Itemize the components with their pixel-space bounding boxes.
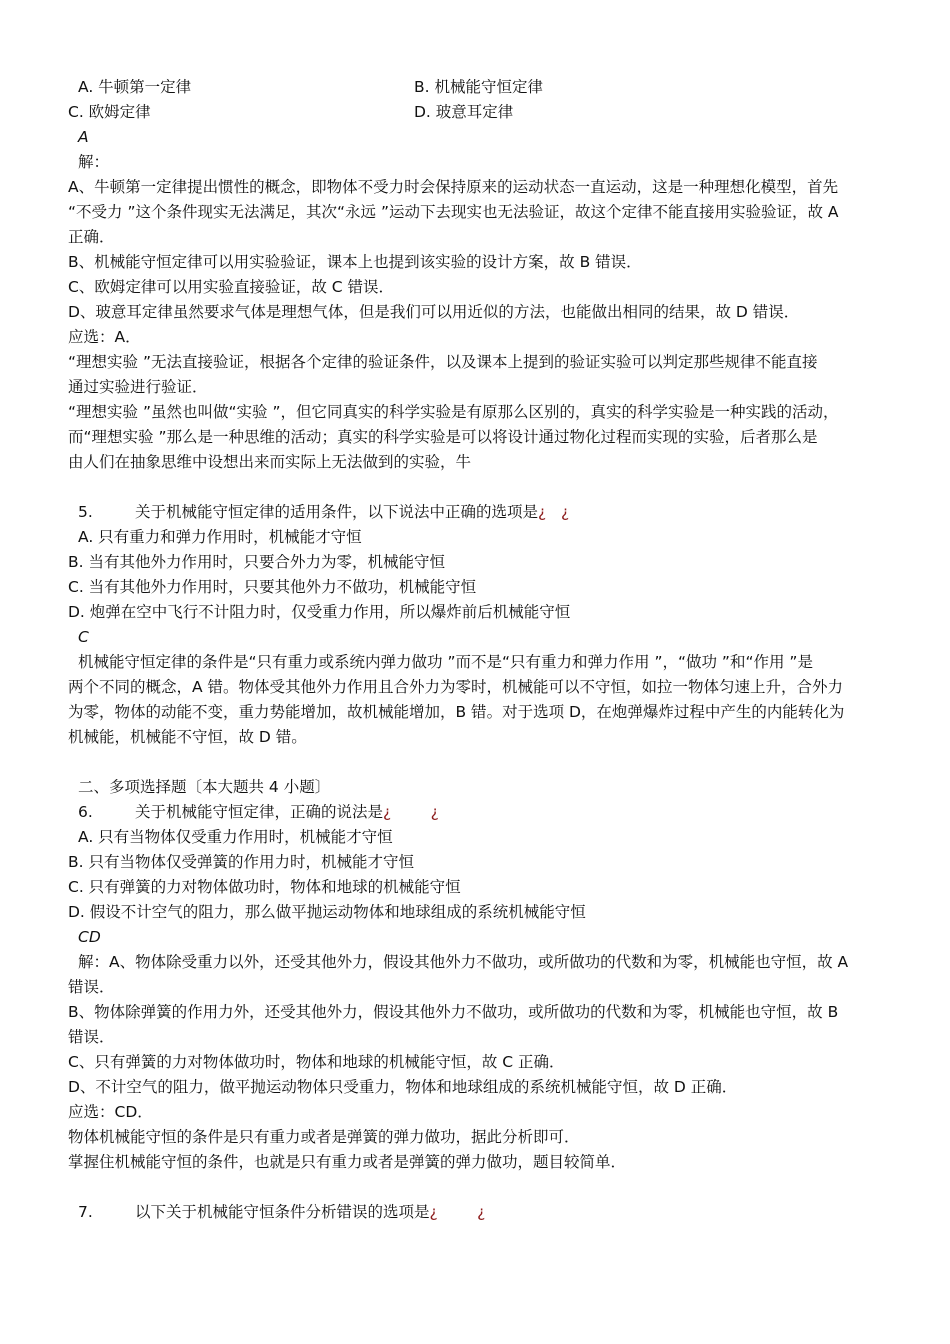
- q4-option-d: D. 玻意耳定律: [414, 103, 514, 121]
- option-item: B. 只有当物体仅受弹簧的作用力时，机械能才守恒: [68, 853, 414, 871]
- explanation-line: D、玻意耳定律虽然要求气体是理想气体，但是我们可以用近似的方法，也能做出相同的结果，故 D 错误．: [68, 303, 800, 321]
- q5-explanation: [68, 650, 888, 750]
- explanation-line: C、欧姆定律可以用实验直接验证，故 C 错误．: [68, 278, 395, 296]
- q4-options-row-2: [68, 100, 888, 125]
- q4-option-a: A. 牛顿第一定律: [78, 78, 192, 96]
- q4-explanation: [68, 175, 888, 475]
- q7-blank-mark: ¿: [429, 1203, 438, 1221]
- q5-options: [68, 525, 888, 625]
- explanation-line: 物体机械能守恒的条件是只有重力或者是弹簧的弹力做功，据此分析即可．: [68, 1128, 580, 1146]
- q4-answer: A: [78, 128, 89, 146]
- explanation-line: 机械能，机械能不守恒，故 D 错。: [68, 728, 307, 746]
- q7-stem-text: 以下关于机械能守恒条件分析错误的选项是: [135, 1203, 430, 1221]
- q6-answer: CD: [78, 928, 101, 946]
- q7-number: 7.: [78, 1203, 93, 1221]
- explanation-line: 正确．: [68, 228, 115, 246]
- explanation-line: 而“理想实验 ”那么是一种思维的活动；真实的科学实验是可以将设计通过物化过程而实现的实验，后者那么是: [68, 428, 818, 446]
- explanation-line: B、机械能守恒定律可以用实验验证，课本上也提到该实验的设计方案，故 B 错误．: [68, 253, 642, 271]
- explanation-line: 通过实验进行验证．: [68, 378, 208, 396]
- q5-stem: [68, 500, 888, 525]
- option-item: A. 只有当物体仅受重力作用时，机械能才守恒: [78, 828, 393, 846]
- q4-option-b: B. 机械能守恒定律: [414, 78, 543, 96]
- q7-stem: [68, 1200, 888, 1225]
- option-item: C. 只有弹簧的力对物体做功时，物体和地球的机械能守恒: [68, 878, 461, 896]
- explanation-line: 错误．: [68, 978, 115, 996]
- explanation-line: “理想实验 ”虽然也叫做“实验 ”，但它同真实的科学实验是有原那么区别的，真实的科学实验是一种实践的活动，: [68, 403, 839, 421]
- explanation-line: 两个不同的概念，A 错。物体受其他外力作用且合外力为零时，机械能可以不守恒，如拉一物体匀速上升，合外力: [68, 678, 844, 696]
- q6-stem-text: 关于机械能守恒定律，正确的说法是: [135, 803, 384, 821]
- option-item: A. 只有重力和弹力作用时，机械能才守恒: [78, 528, 362, 546]
- explanation-line: 机械能守恒定律的条件是“只有重力或系统内弹力做功 ”而不是“只有重力和弹力作用 ”，“做功 ”和“作用 ”是: [78, 653, 813, 671]
- explanation-line: “理想实验 ”无法直接验证，根据各个定律的验证条件，以及课本上提到的验证实验可以判定那些规律不能直接: [68, 353, 818, 371]
- explanation-line: 应选：A．: [68, 328, 141, 346]
- q6-blank-mark: ¿: [383, 803, 392, 821]
- option-item: B. 当有其他外力作用时，只要合外力为零，机械能守恒: [68, 553, 445, 571]
- q6-options: [68, 825, 888, 925]
- explanation-line: C、只有弹簧的力对物体做功时，物体和地球的机械能守恒，故 C 正确．: [68, 1053, 565, 1071]
- q5-answer: C: [78, 628, 89, 646]
- q5-stem-text: 关于机械能守恒定律的适用条件，以下说法中正确的选项是: [135, 503, 539, 521]
- q4-option-c: C. 欧姆定律: [68, 103, 151, 121]
- explanation-line: 为零，物体的动能不变，重力势能增加，故机械能增加，B 错。对于选项 D，在炮弹爆炸过程中产生的内能转化为: [68, 703, 845, 721]
- q5-blank-mark: ¿: [538, 503, 547, 521]
- q6-blank-mark: ¿: [430, 803, 439, 821]
- section-title: 二、多项选择题〔本大题共 4 小题〕: [78, 778, 331, 796]
- q6-number: 6.: [78, 803, 93, 821]
- explanation-line: B、物体除弹簧的作用力外，还受其他外力，假设其他外力不做功，或所做功的代数和为零，机械能也守恒，故 B: [68, 1003, 839, 1021]
- q5-number: 5.: [78, 503, 93, 521]
- option-item: C. 当有其他外力作用时，只要其他外力不做功，机械能守恒: [68, 578, 477, 596]
- explanation-line: 错误．: [68, 1028, 115, 1046]
- q4-options-row-1: [68, 75, 888, 100]
- option-item: D. 假设不计空气的阻力，那么做平抛运动物体和地球组成的系统机械能守恒: [68, 903, 586, 921]
- explanation-line: 应选：CD．: [68, 1103, 153, 1121]
- explanation-line: A、牛顿第一定律提出惯性的概念，即物体不受力时会保持原来的运动状态一直运动，这是一种理想化模型，首先: [68, 178, 839, 196]
- q7-blank-mark: ¿: [477, 1203, 486, 1221]
- explanation-line: “不受力 ”这个条件现实无法满足，其次“永远 ”运动下去现实也无法验证，故这个定律不能直接用实验验证，故 A: [68, 203, 839, 221]
- explanation-line: 解：A、物体除受重力以外，还受其他外力，假设其他外力不做功，或所做功的代数和为零，机械能也守恒，故 A: [78, 953, 849, 971]
- q4-solution-label: 解：: [78, 153, 110, 171]
- q6-stem: [68, 800, 888, 825]
- q6-explanation: [68, 950, 888, 1175]
- q5-blank-mark: ¿: [561, 503, 570, 521]
- explanation-line: 由人们在抽象思维中设想出来而实际上无法做到的实验，牛: [68, 453, 472, 471]
- explanation-line: D、不计空气的阻力，做平抛运动物体只受重力，物体和地球组成的系统机械能守恒，故 D 正确．: [68, 1078, 738, 1096]
- document-page: [68, 75, 888, 1225]
- explanation-line: 掌握住机械能守恒的条件，也就是只有重力或者是弹簧的弹力做功，题目较简单．: [68, 1153, 627, 1171]
- option-item: D. 炮弹在空中飞行不计阻力时，仅受重力作用，所以爆炸前后机械能守恒: [68, 603, 571, 621]
